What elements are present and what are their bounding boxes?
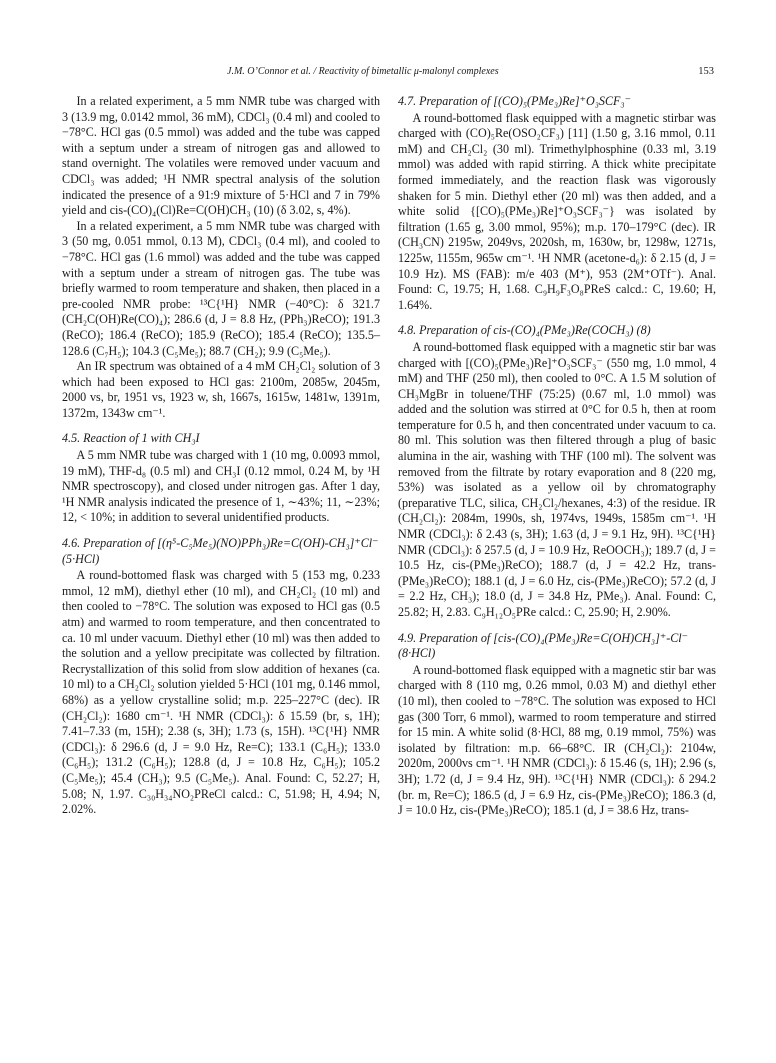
section-heading: 4.8. Preparation of cis-(CO)₄(PMe₃)Re(COCH₃) (8)	[398, 323, 651, 338]
body-paragraph: A round-bottomed flask was charged with 5 (153 mg, 0.233 mmol, 12 mM), diethyl ether (10 ml), and CH₂Cl₂ (10 ml) and then cooled to −78°C. The solution was exposed to HCl gas (0.5 atm) and warmed to room temperature, and then concentrated to ca. 10 ml under vacuum. Diethyl ether (10 ml) was then added to the solution and a yellow precipitate was collected by filtration. Recrystallization of this solid from slow addition of hexanes (ca. 10 ml) to a CH₂Cl₂ solution yielded 5·HCl (101 mg, 0.146 mmol, 68%) as a yellow crystalline solid; m.p. 225–227°C (dec). IR (CH₂Cl₂): 1680 cm⁻¹. ¹H NMR (CDCl₃): δ 15.59 (br, s, 1H); 7.41–7.33 (m, 15H); 2.38 (s, 3H); 1.73 (s, 15H). ¹³C{¹H} NMR (CDCl₃): δ 296.6 (d, J = 9.0 Hz, Re=C); 133.1 (C₆H₅); 133.0 (C₆H₅); 131.2 (C₆H₅); 128.8 (d, J = 10.8 Hz, C₆H₅); 105.2 (C₅Me₅); 45.4 (CH₃); 9.5 (C₅Me₅). Anal. Found: C, 52.27; H, 5.08; N, 1.97. C₃₀H₃₄NO₂PReCl calcd.: C, 51.98; H, 4.94; N, 2.02%.	[62, 568, 380, 817]
body-paragraph: A round-bottomed flask equipped with a magnetic stir bar was charged with 8 (110 mg, 0.26 mmol, 0.03 M) and diethyl ether (10 ml), then cooled to −78°C. The solution was exposed to HCl gas (300 Torr, 6 mmol), warmed to room temperature and stirred for 15 min. A white solid (8·HCl, 88 mg, 0.19 mmol, 75%) was isolated by filtration: m.p. 66–68°C. IR (CH₂Cl₂): 2104w, 2020m, 2000vs cm⁻¹. ¹H NMR (CDCl₃): δ 15.46 (s, 1H); 2.96 (s, 3H); 1.72 (d, J = 9.4 Hz, 9H). ¹³C{¹H} NMR (CDCl₃): δ 294.2 (br. m, Re=C); 186.5 (d, J = 6.9 Hz, cis-(PMe₃)ReCO); 186.3 (d, J = 10.0 Hz, cis-(PMe₃)ReCO); 185.1 (d, J = 38.6 Hz, trans-	[398, 662, 716, 818]
section-heading: 4.7. Preparation of [(CO)₅(PMe₃)Re]⁺O₃SCF₃⁻	[398, 94, 632, 108]
section-heading: 4.9. Preparation of [cis-(CO)₄(PMe₃)Re=C(OH)CH₃]⁺-Cl⁻ (8·HCl)	[398, 630, 689, 661]
body-paragraph: In a related experiment, a 5 mm NMR tube was charged with 3 (50 mg, 0.051 mmol, 0.13 M), CDCl₃ (0.4 ml), and cooled to −78°C. HCl gas (1.6 mmol) was added and the tube was capped with a septum under a stream of nitrogen gas. The tube was briefly warmed to room temperature and shaken, then placed in a pre-cooled NMR probe: ¹³C{¹H} NMR (−40°C): δ 321.7 (CH₂C(OH)Re(CO)₄); 286.6 (d, J = 8.8 Hz, (PPh₃)ReCO); 191.3 (ReCO); 186.4 (ReCO); 185.9 (ReCO); 185.4 (ReCO); 135.5–128.6 (C₇H₅); 104.3 (C₅Me₅); 88.7 (CH₂); 9.9 (C₅Me₅).	[62, 218, 380, 358]
right-text-column	[398, 94, 716, 819]
section-heading: 4.5. Reaction of 1 with CH₃I	[62, 431, 200, 446]
section-heading: 4.6. Preparation of [(η⁵-C₅Me₅)(NO)PPh₃)Re=C(OH)-CH₃]⁺Cl⁻ (5·HCl)	[62, 536, 379, 566]
body-paragraph: A 5 mm NMR tube was charged with 1 (10 mg, 0.0093 mmol, 19 mM), THF-d₈ (0.5 ml) and CH₃I (0.12 mmol, 0.24 M, by ¹H NMR spectroscopy), and closed under nitrogen gas. After 1 day, ¹H NMR analysis indicated the presence of 1, ∼43%; 11, ∼23%; 12, < 10%; in addition to several unidentified products.	[62, 448, 380, 525]
body-paragraph: A round-bottomed flask equipped with a magnetic stirbar was charged with (CO)₅Re(OSO₂CF₃) [11] (1.50 g, 3.16 mmol, 0.11 mM) and CH₂Cl₂ (30 ml). Trimethylphosphine (0.33 ml, 3.19 mmol) was added with rapid stirring. A thick white precipitate formed immediately, and the reaction flask was vigorously shaken for 5 min. Diethyl ether (20 ml) was then added, and a white solid {[CO)₅(PMe₃)Re]⁺O₃SCF₃⁻} was isolated by filtration (1.65 g, 3.00 mmol, 95%); m.p. 170–179°C (dec). IR (CH₃CN) 2195w, 2049vs, 2020sh, m, 1630w, br, 1298w, 1271s, 1225w, 1155m, 965w cm⁻¹. ¹H NMR (acetone-d₆): δ 2.15 (d, J = 10.9 Hz). MS (FAB): m/e 403 (M⁺), 953 (2M⁺OTf⁻). Anal. Found: C, 19.75; H, 1.68. C₉H₉F₃O₈PReS calcd.: C, 19.60; H, 1.64%.	[398, 110, 716, 312]
left-text-column	[62, 94, 380, 818]
running-head-title: J.M. O’Connor et al. / Reactivity of bimetallic μ-malonyl complexes	[227, 66, 499, 77]
running-head	[62, 66, 714, 82]
body-paragraph: An IR spectrum was obtained of a 4 mM CH₂Cl₂ solution of 3 which had been exposed to HCl gas: 2100m, 2085w, 2045m, 2000 vs, br, 1951 vs, 1923 w, sh, 1667s, 1615w, 1481w, 1391m, 1372m, 1343w cm⁻¹.	[62, 359, 380, 420]
body-paragraph: A round-bottomed flask equipped with a magnetic stir bar was charged with [(CO)₅(PMe₃)Re]⁺O₃SCF₃⁻ (550 mg, 1.0 mmol, 4 mM) and THF (250 ml), then cooled to 0°C. A 1.5 M solution of CH₃MgBr in toluene/THF (75:25) (0.67 ml, 1.0 mmol) was added and the solution was stirred at 0°C for 0.5 h, then at room temperature for 0.5 h, and then concentrated under vacuum to ca. 80 ml. This solution was then filtered through a plug of basic alumina in the air, washing with THF (100 ml). The solvent was removed from the filtrate by rotary evaporation and 8 (220 mg, 53%) was isolated as a yellow oil by chromatography (preparative TLC, silica, CH₂Cl₂/hexanes, 4:3) of the residue. IR (CH₂Cl₂): 2084m, 1990s, sh, 1974vs, 1949s, 1585m cm⁻¹. ¹H NMR (CDCl₃): δ 2.43 (s, 3H); 1.63 (d, J = 9.1 Hz, 9H). ¹³C{¹H} NMR (CDCl₃): δ 257.5 (d, J = 10.9 Hz, ReOOCH₃); 189.7 (d, J = 10.5 Hz, cis-(PMe₃)ReCO); 188.7 (d, J = 42.2 Hz, trans-(PMe₃)ReCO); 188.1 (d, J = 6.0 Hz, cis-(PMe₃)ReCO); 57.2 (d, J = 2.2 Hz, CH₃); 18.0 (d, J = 34.8 Hz, PMe₃). Anal. Found: C, 25.82; H, 2.83. C₉H₁₂O₅PRe calcd.: C, 25.90; H, 2.90%.	[398, 339, 716, 619]
body-paragraph: In a related experiment, a 5 mm NMR tube was charged with 3 (13.9 mg, 0.0142 mmol, 36 mM), CDCl₃ (0.4 ml) and cooled to −78°C. HCl gas (0.5 mmol) was added and the tube was capped with a septum under a stream of nitrogen gas and allowed to stand overnight. The volatiles were removed under vacuum and CDCl₃ was added; ¹H NMR spectral analysis of the solution indicated the presence of a 91:9 mixture of 5·HCl and 7 in 79% yield and cis-(CO)₄(Cl)Re=C(OH)CH₃ (10) (δ 3.02, s, 4%).	[62, 94, 380, 218]
page-number: 153	[698, 66, 714, 77]
